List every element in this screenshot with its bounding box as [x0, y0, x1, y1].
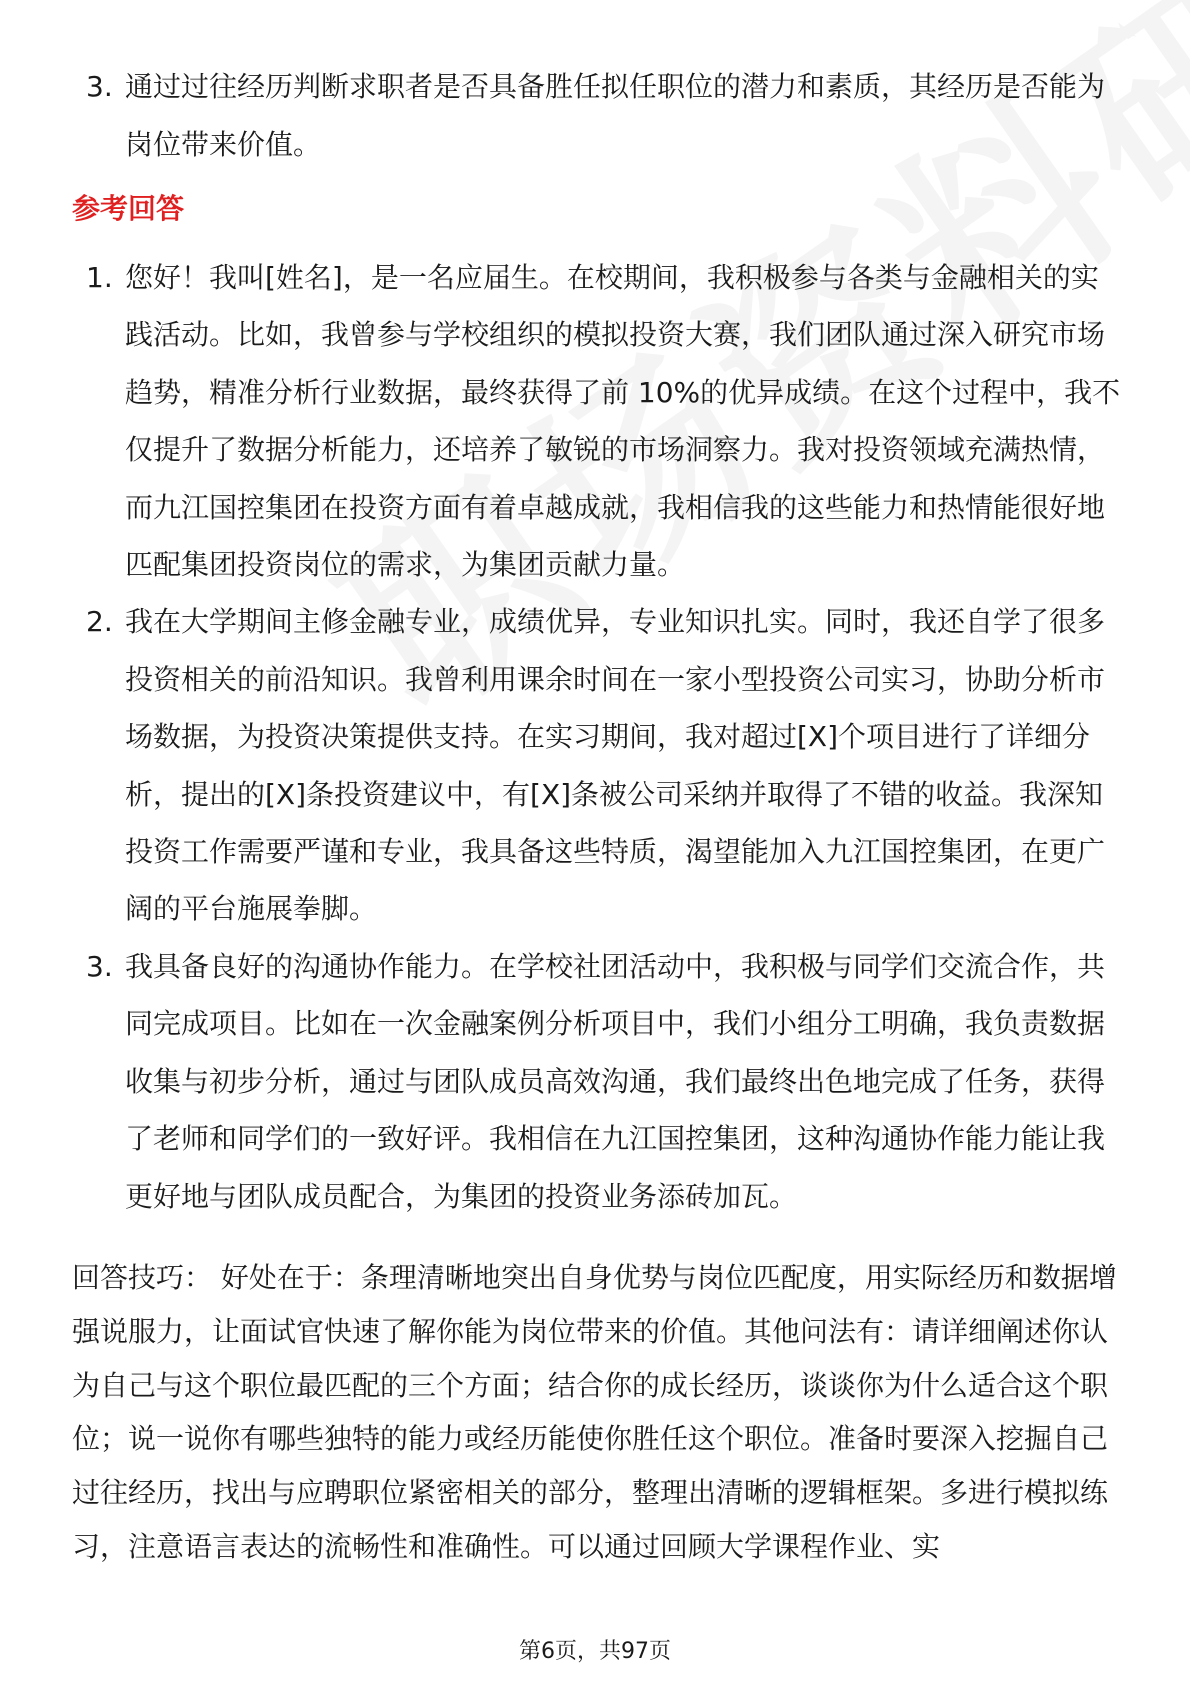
reference-answer-list	[72, 249, 1122, 1225]
question-intent-list	[72, 58, 1122, 173]
page-content	[72, 58, 1122, 1574]
list-item-number: 3.	[86, 70, 113, 103]
list-item-text: 我在大学期间主修金融专业，成绩优异，专业知识扎实。同时，我还自学了很多投资相关的前沿知识。我曾利用课余时间在一家小型投资公司实习，协助分析市场数据，为投资决策提供支持。在实习期间，我对超过[X]个项目进行了详细分析，提出的[X]条投资建议中，有[X]条被公司采纳并取得了不错的收益。我深知投资工作需要严谨和专业，我具备这些特质，渴望能加入九江国控集团，在更广阔的平台施展拳脚。	[125, 605, 1106, 926]
list-item	[72, 593, 1122, 937]
list-item	[72, 58, 1122, 173]
list-item-text: 通过过往经历判断求职者是否具备胜任拟任职位的潜力和素质，其经历是否能为岗位带来价值。	[125, 70, 1106, 161]
list-item-number: 1.	[86, 261, 113, 294]
answer-tips-paragraph: 回答技巧： 好处在于：条理清晰地突出自身优势与岗位匹配度，用实际经历和数据增强说服力，让面试官快速了解你能为岗位带来的价值。其他问法有：请详细阐述你认为自己与这个职位最匹配的三个方面；结合你的成长经历，谈谈你为什么适合这个职位；说一说你有哪些独特的能力或经历能使你胜任这个职位。准备时要深入挖掘自己过往经历，找出与应聘职位紧密相关的部分，整理出清晰的逻辑框架。多进行模拟练习，注意语言表达的流畅性和准确性。可以通过回顾大学课程作业、实	[72, 1260, 1117, 1563]
list-item	[72, 938, 1122, 1225]
list-item-number: 2.	[86, 605, 113, 639]
list-item-number: 3.	[86, 949, 113, 983]
list-item-text: 您好！我叫[姓名]，是一名应届生。在校期间，我积极参与各类与金融相关的实践活动。比如，我曾参与学校组织的模拟投资大赛，我们团队通过深入研究市场趋势，精准分析行业数据，最终获得了前 10%的优异成绩。在这个过程中，我不仅提升了数据分析能力，还培养了敏锐的市场洞察力。我对投资领域充满热情，而九江国控集团在投资方面有着卓越成就，我相信我的这些能力和热情能很好地匹配集团投资岗位的需求，为集团贡献力量。	[125, 261, 1121, 582]
page-number-footer: 第6页，共97页	[519, 1639, 671, 1664]
section-heading: 参考回答	[72, 192, 185, 225]
list-item	[72, 249, 1122, 593]
list-item-text: 我具备良好的沟通协作能力。在学校社团活动中，我积极与同学们交流合作，共同完成项目。比如在一次金融案例分析项目中，我们小组分工明确，我负责数据收集与初步分析，通过与团队成员高效沟通，我们最终出色地完成了任务，获得了老师和同学们的一致好评。我相信在九江国控集团，这种沟通协作能力能让我更好地与团队成员配合，为集团的投资业务添砖加瓦。	[125, 949, 1106, 1213]
